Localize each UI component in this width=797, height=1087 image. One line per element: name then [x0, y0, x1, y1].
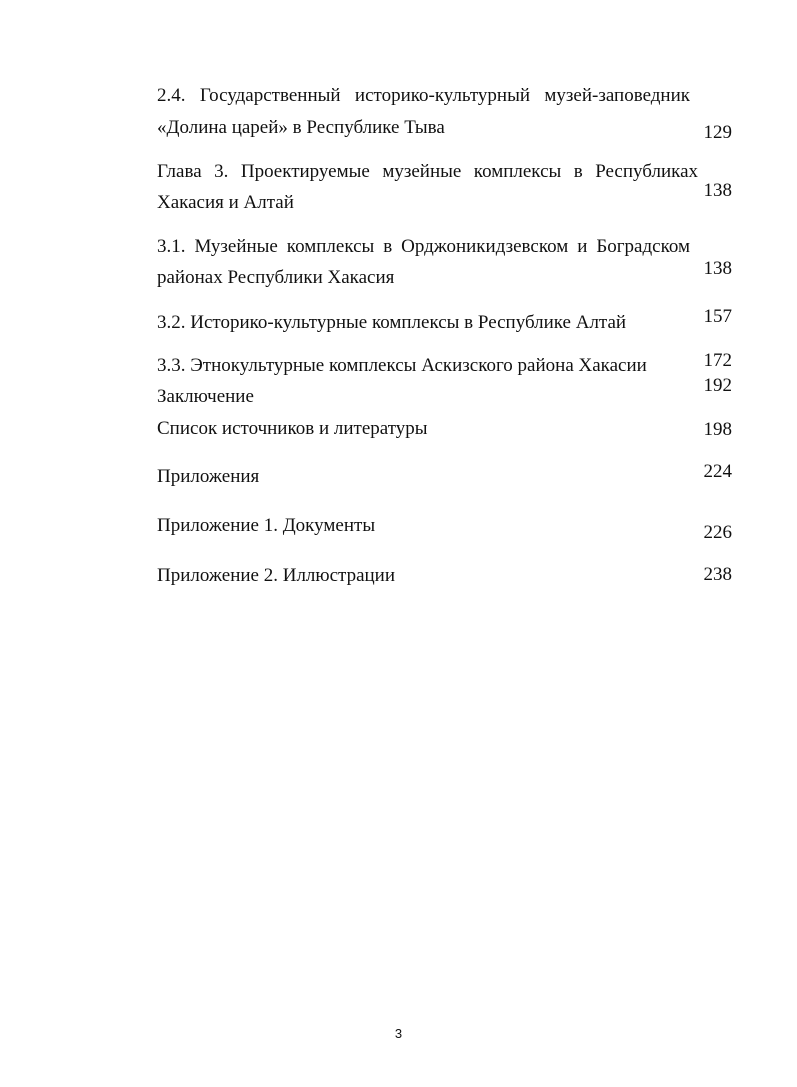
toc-appendix-2-title: Приложение 2. Иллюстрации	[157, 565, 396, 586]
toc-entry-3-1-line1: 3.1. Музейные комплексы в Орджоникидзевском и Боградском	[157, 236, 690, 257]
page-number: 3	[394, 1026, 403, 1041]
toc-entry-3-3-title: 3.3. Этнокультурные комплексы Аскизского района Хакасии	[157, 355, 647, 376]
toc-entry-3-2-title: 3.2. Историко-культурные комплексы в Республике Алтай	[157, 312, 627, 333]
toc-entry-2-4-page: 129	[703, 122, 732, 143]
toc-appendices-page: 224	[703, 461, 732, 482]
toc-sources-page: 198	[703, 419, 732, 440]
toc-entry-3-2-page: 157	[703, 306, 732, 327]
toc-appendix-2-page: 238	[703, 564, 732, 585]
toc-chapter-3-line1: Глава 3. Проектируемые музейные комплексы в Республиках	[157, 161, 698, 182]
toc-chapter-3-line2: Хакасия и Алтай	[157, 192, 294, 213]
toc-entry-2-4-line1: 2.4. Государственный историко-культурный музей-заповедник	[157, 85, 690, 106]
toc-entry-3-3-page: 172	[703, 350, 732, 371]
toc-appendices-title: Приложения	[157, 466, 260, 487]
toc-appendix-1-page: 226	[703, 522, 732, 543]
toc-conclusion-page: 192	[703, 375, 732, 396]
toc-conclusion-title: Заключение	[157, 386, 254, 407]
toc-appendix-1-title: Приложение 1. Документы	[157, 515, 376, 536]
toc-chapter-3-page: 138	[703, 180, 732, 201]
toc-sources-title: Список источников и литературы	[157, 418, 428, 439]
toc-entry-2-4-line2: «Долина царей» в Республике Тыва	[157, 117, 445, 138]
toc-entry-3-1-page: 138	[703, 258, 732, 279]
toc-entry-3-1-line2: районах Республики Хакасия	[157, 267, 395, 288]
